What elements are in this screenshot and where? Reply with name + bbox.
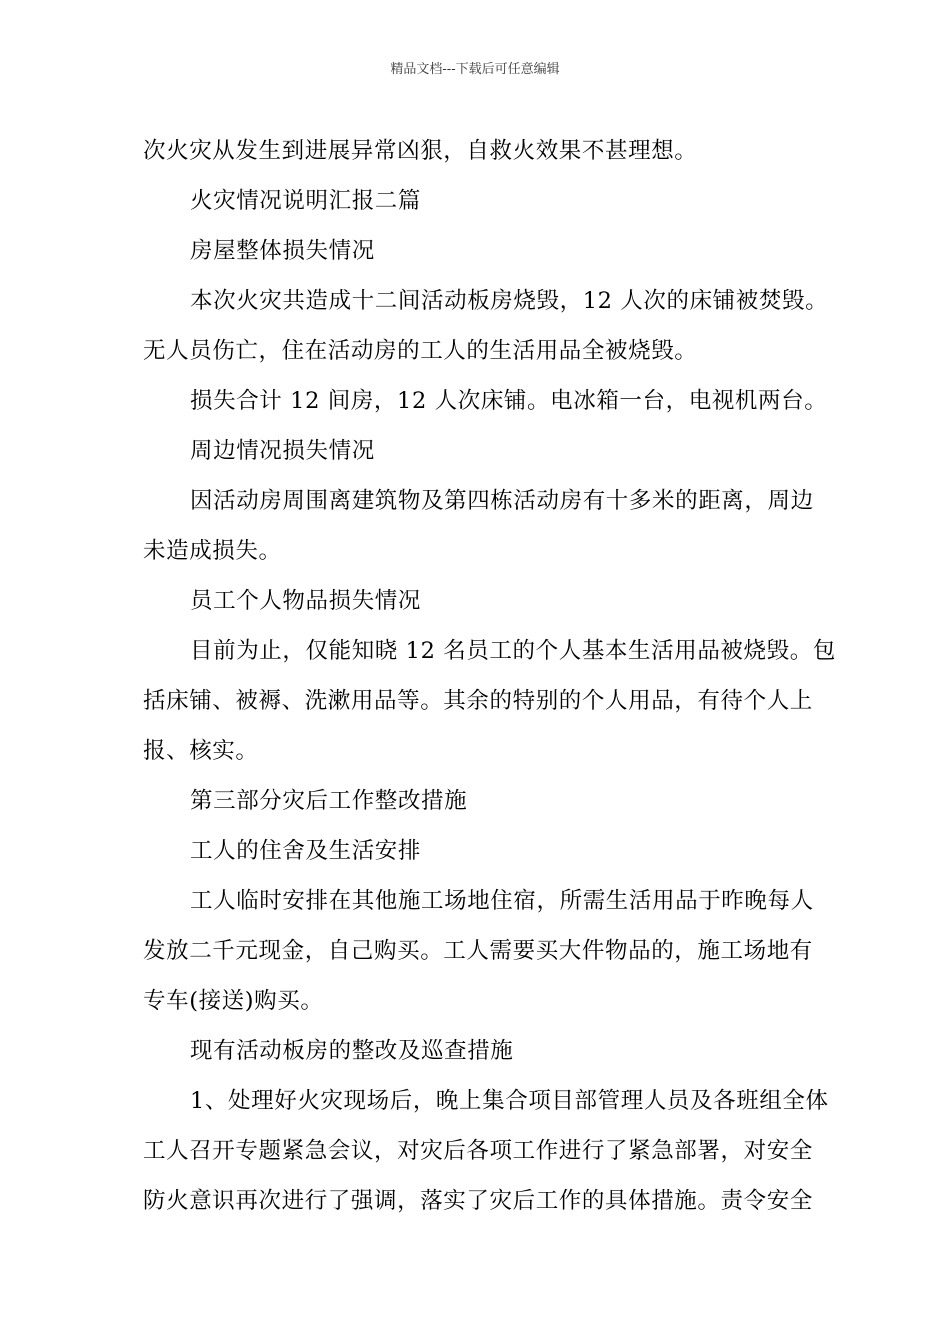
paragraph-line: 无人员伤亡，住在活动房的工人的生活用品全被烧毁。 xyxy=(143,338,698,364)
paragraph-line: 发放二千元现金，自己购买。工人需要买大件物品的，施工场地有 xyxy=(143,938,813,964)
paragraph-line: 报、核实。 xyxy=(143,738,259,764)
section-heading: 第三部分灾后工作整改措施 xyxy=(190,788,468,814)
subheading: 周边情况损失情况 xyxy=(190,438,375,464)
section-heading: 火灾情况说明汇报二篇 xyxy=(190,188,422,214)
paragraph-line: 工人临时安排在其他施工场地住宿，所需生活用品于昨晚每人 xyxy=(190,888,814,914)
paragraph-line: 损失合计 12 间房，12 人次床铺。电冰箱一台，电视机两台。 xyxy=(190,388,828,414)
paragraph-line: 未造成损失。 xyxy=(143,538,282,564)
page-header: 精品文档---下载后可任意编辑 xyxy=(390,62,560,77)
subheading: 现有活动板房的整改及巡查措施 xyxy=(190,1038,514,1064)
paragraph-line: 1、处理好火灾现场后，晚上集合项目部管理人员及各班组全体 xyxy=(190,1088,829,1114)
paragraph-line: 本次火灾共造成十二间活动板房烧毁，12 人次的床铺被焚毁。 xyxy=(190,288,829,314)
paragraph-line: 因活动房周围离建筑物及第四栋活动房有十多米的距离，周边 xyxy=(190,488,814,514)
paragraph-line: 专车(接送)购买。 xyxy=(143,988,324,1014)
subheading: 员工个人物品损失情况 xyxy=(190,588,422,614)
paragraph-line: 工人召开专题紧急会议，对灾后各项工作进行了紧急部署，对安全 xyxy=(143,1138,813,1164)
subheading: 工人的住舍及生活安排 xyxy=(190,838,422,864)
subheading: 房屋整体损失情况 xyxy=(190,238,375,264)
body-line: 次火灾从发生到进展异常凶狠，自救火效果不甚理想。 xyxy=(143,138,698,164)
paragraph-line: 防火意识再次进行了强调，落实了灾后工作的具体措施。责令安全 xyxy=(143,1188,813,1214)
paragraph-line: 括床铺、被褥、洗漱用品等。其余的特别的个人用品，有待个人上 xyxy=(143,688,813,714)
paragraph-line: 目前为止，仅能知晓 12 名员工的个人基本生活用品被烧毁。包 xyxy=(190,638,836,664)
